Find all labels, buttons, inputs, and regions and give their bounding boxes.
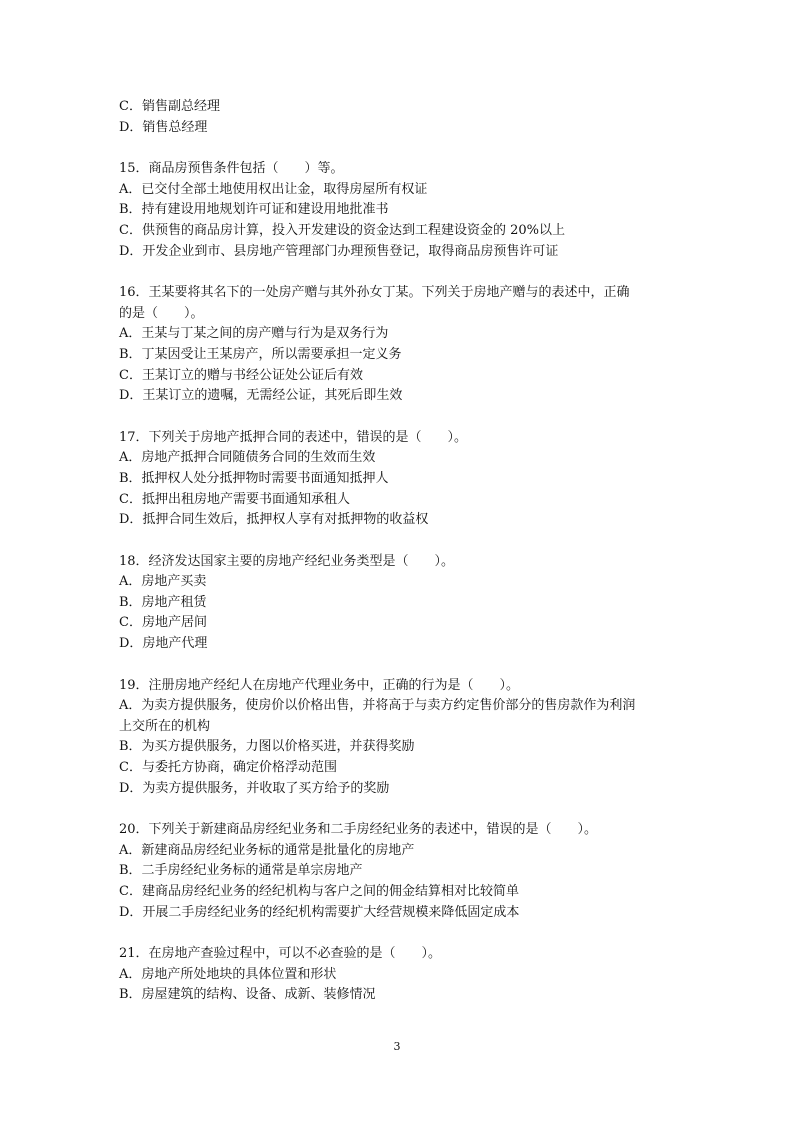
option-d: D．为卖方提供服务，并收取了买方给予的奖励: [119, 780, 390, 796]
option-a: A．王某与丁某之间的房产赠与行为是双务行为: [119, 326, 389, 342]
option-b: B．持有建设用地规划许可证和建设用地批准书: [119, 202, 389, 218]
option-c: C．与委托方协商，确定价格浮动范围: [119, 760, 337, 776]
option-a-line-2: 上交所在的机构: [119, 718, 211, 734]
previous-question-options: [119, 97, 679, 138]
question-stem: 20．下列关于新建商品房经纪业务和二手房经纪业务的表述中，错误的是（ ）。: [119, 822, 598, 838]
question-20: [119, 820, 679, 923]
option-a: A．房地产买卖: [119, 574, 207, 590]
option-d: D．房地产代理: [119, 636, 208, 652]
option-b: B．抵押权人处分抵押物时需要书面通知抵押人: [119, 470, 389, 486]
option-b: B．房屋建筑的结构、设备、成新、装修情况: [119, 987, 376, 1003]
option-b: B．为买方提供服务，力图以价格买进，并获得奖励: [119, 739, 415, 755]
option-c: C．王某订立的赠与书经公证处公证后有效: [119, 367, 363, 383]
option-c: C．抵押出租房地产需要书面通知承租人: [119, 491, 350, 507]
question-stem: 21．在房地产查验过程中，可以不必查验的是（ ）。: [119, 946, 442, 962]
question-stem: 17．下列关于房地产抵押合同的表述中，错误的是（ ）。: [119, 429, 468, 445]
option-d: D．开发企业到市、县房地产管理部门办理预售登记，取得商品房预售许可证: [119, 243, 559, 259]
question-15: [119, 159, 679, 262]
option-a: A．房地产抵押合同随债务合同的生效而生效: [119, 450, 376, 466]
question-stem: 18．经济发达国家主要的房地产经纪业务类型是（ ）。: [119, 553, 455, 569]
option-d: D．抵押合同生效后，抵押权人享有对抵押物的收益权: [119, 512, 429, 528]
question-stem-line-2: 的是（ ）。: [119, 305, 204, 321]
option-a: A．房地产所处地块的具体位置和形状: [119, 966, 337, 982]
option-d: D．销售总经理: [119, 119, 208, 135]
question-17: [119, 428, 679, 531]
question-18: [119, 552, 679, 655]
question-stem: 15．商品房预售条件包括（ ）等。: [119, 161, 344, 177]
document-body: [119, 97, 679, 1006]
question-21: [119, 944, 679, 1006]
option-a: A．已交付全部土地使用权出让金，取得房屋所有权证: [119, 181, 428, 197]
question-stem: 19．注册房地产经纪人在房地产代理业务中，正确的行为是（ ）。: [119, 677, 520, 693]
option-a: A．新建商品房经纪业务标的通常是批量化的房地产: [119, 842, 415, 858]
page-number: 3: [393, 1040, 401, 1053]
question-19: [119, 676, 679, 800]
option-b: B．二手房经纪业务标的通常是单宗房地产: [119, 863, 363, 879]
option-d: D．开展二手房经纪业务的经纪机构需要扩大经营规模来降低固定成本: [119, 904, 520, 920]
question-16: [119, 283, 679, 407]
option-d: D．王某订立的遗嘱，无需经公证，其死后即生效: [119, 388, 403, 404]
option-b: B．房地产租赁: [119, 594, 207, 610]
option-c: C．供预售的商品房计算，投入开发建设的资金达到工程建设资金的 20%以上: [119, 222, 565, 238]
option-c: C．建商品房经纪业务的经纪机构与客户之间的佣金结算相对比较简单: [119, 884, 519, 899]
option-c: C．销售副总经理: [119, 99, 220, 114]
question-stem-line-1: 16．王某要将其名下的一处房产赠与其外孙女丁某。下列关于房地产赠与的表述中，正确: [119, 285, 630, 301]
option-c: C．房地产居间: [119, 615, 207, 631]
option-b: B．丁某因受让王某房产，所以需要承担一定义务: [119, 346, 402, 362]
option-a-line-1: A．为卖方提供服务，使房价以价格出售，并将高于与卖方约定售价部分的售房款作为利润: [119, 698, 636, 714]
